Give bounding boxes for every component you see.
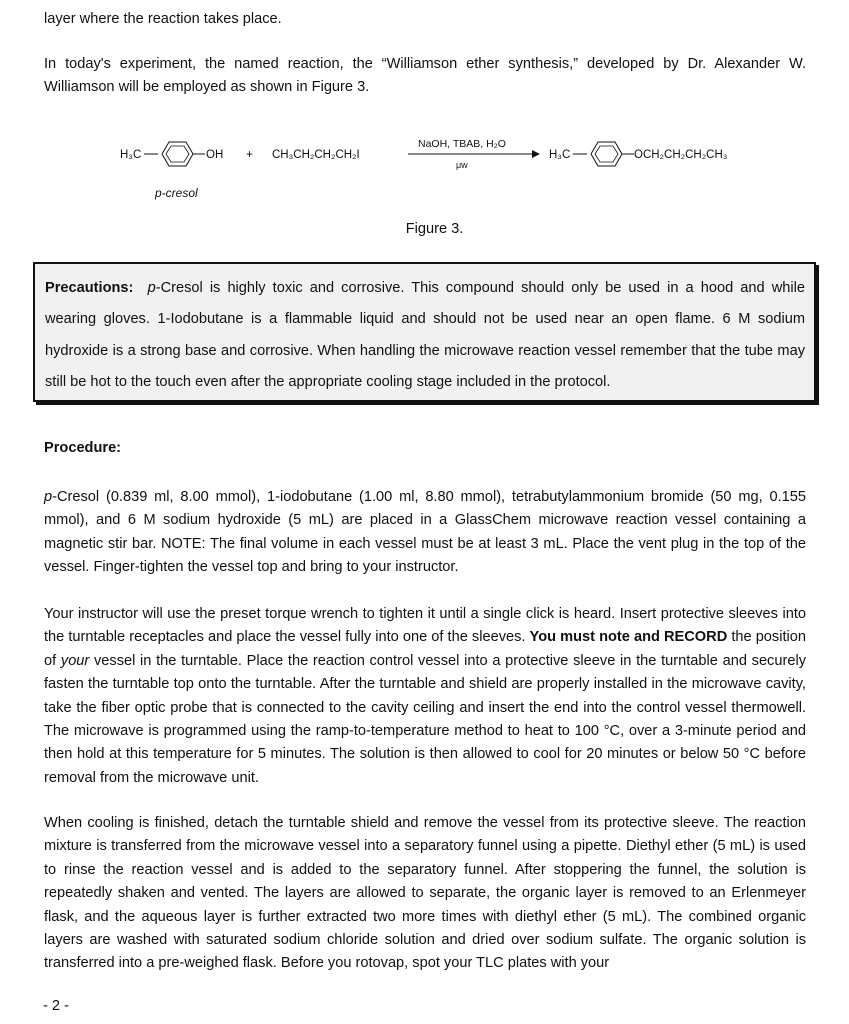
procedure-paragraph-2 <box>44 603 806 790</box>
reactant2: CH₃CH₂CH₂CH₂I <box>272 149 360 161</box>
plus-sign: + <box>246 147 254 161</box>
reagents-below: μw <box>456 160 468 170</box>
para2-bold: You must note and RECORD <box>529 629 728 646</box>
para2-part3: vessel in the turntable. Place the reaction control vessel into a protective sleeve in the turntable and securely fasten the turntable top onto the turntable. After the turntable and shield are properly installed in the microwave cavity, take the fiber optic probe that is connected to the cavity ceiling and insert the end into the control vessel thermowell. The microwave is programmed using the ramp-to-temperature method to heat to 100 °C, over a 3-minute period and then hold at this temperature for 5 minutes. The solution is then allowed to cool for 20 minutes or below 50 °C before removal from the microwave unit. <box>44 652 806 786</box>
procedure-paragraph-1 <box>44 486 806 580</box>
reagents-above: NaOH, TBAB, H₂O <box>418 138 506 150</box>
precautions-body: -Cresol is highly toxic and corrosive. This compound should only be used in a hood and while wearing gloves. 1-Iodobutane is a flammable liquid and should not be used near an open flame. 6 M sodium hydroxide is a strong base and corrosive. When handling the microwave reaction vessel remember that the tube may still be hot to the touch even after the appropriate cooling stage included in the protocol. <box>45 280 805 391</box>
product-prefix: H₃C <box>549 149 571 161</box>
precautions-italic: p <box>147 280 156 296</box>
reactant1-suffix: OH <box>206 149 224 161</box>
procedure-heading: Procedure: <box>44 440 122 456</box>
reaction-scheme <box>0 125 849 215</box>
para1-italic: p <box>44 489 53 505</box>
reactant1-name: p-cresol <box>155 186 198 200</box>
procedure-paragraph-3: When cooling is finished, detach the turntable shield and remove the vessel from its protective sleeve. The reaction mixture is transferred from the microwave vessel into a separatory funnel using a pipette. Diethyl ether (5 mL) is used to rinse the reaction vessel and is added to the separatory funnel. After stoppering the funnel, the solution is repeatedly shaken and vented. The layers are allowed to separate, the organic layer is removed to an Erlenmeyer flask, and the aqueous layer is further extracted two more times with diethyl ether (5 mL). The combined organic layers are washed with saturated sodium chloride solution and dried over sodium sulfate. The organic solution is transferred into a pre-weighed flask. Before you rotovap, spot your TLC plates with your <box>44 815 806 972</box>
para2-part2: the position of <box>44 629 806 669</box>
precautions-label: Precautions: <box>45 280 134 296</box>
product-suffix: OCH₂CH₂CH₂CH₃ <box>634 149 728 161</box>
intro-paragraph: In today's experiment, the named reaction, the “Williamson ether synthesis,” developed by Dr. Alexander W. Williamson will be employed as shown in Figure 3. <box>44 56 806 96</box>
reaction-arrow-icon <box>532 150 540 158</box>
para2-part1: Your instructor will use the preset torque wrench to tighten it until a single click is heard. Insert protective sleeves into the turntable receptacles and place the vessel fully into one of the sleeves. <box>44 606 806 646</box>
precautions-box <box>33 262 816 402</box>
page-number: - 2 - <box>43 998 69 1014</box>
precautions-text <box>45 273 805 399</box>
continuation-text: layer where the reaction takes place. <box>44 11 282 27</box>
para2-italic: your <box>60 652 90 669</box>
figure-caption: Figure 3. <box>405 221 464 237</box>
reactant1-prefix: H₃C <box>120 149 142 161</box>
para1-body: -Cresol (0.839 ml, 8.00 mmol), 1-iodobutane (1.00 ml, 8.80 mmol), tetrabutylammonium bromide (50 mg, 0.155 mmol), and 6 M sodium hydroxide (5 mL) are placed in a GlassChem microwave reaction vessel containing a magnetic stir bar. NOTE: The final volume in each vessel must be at least 3 mL. Place the vent plug in the top of the vessel. Finger-tighten the vessel top and bring to your instructor. <box>44 489 806 576</box>
